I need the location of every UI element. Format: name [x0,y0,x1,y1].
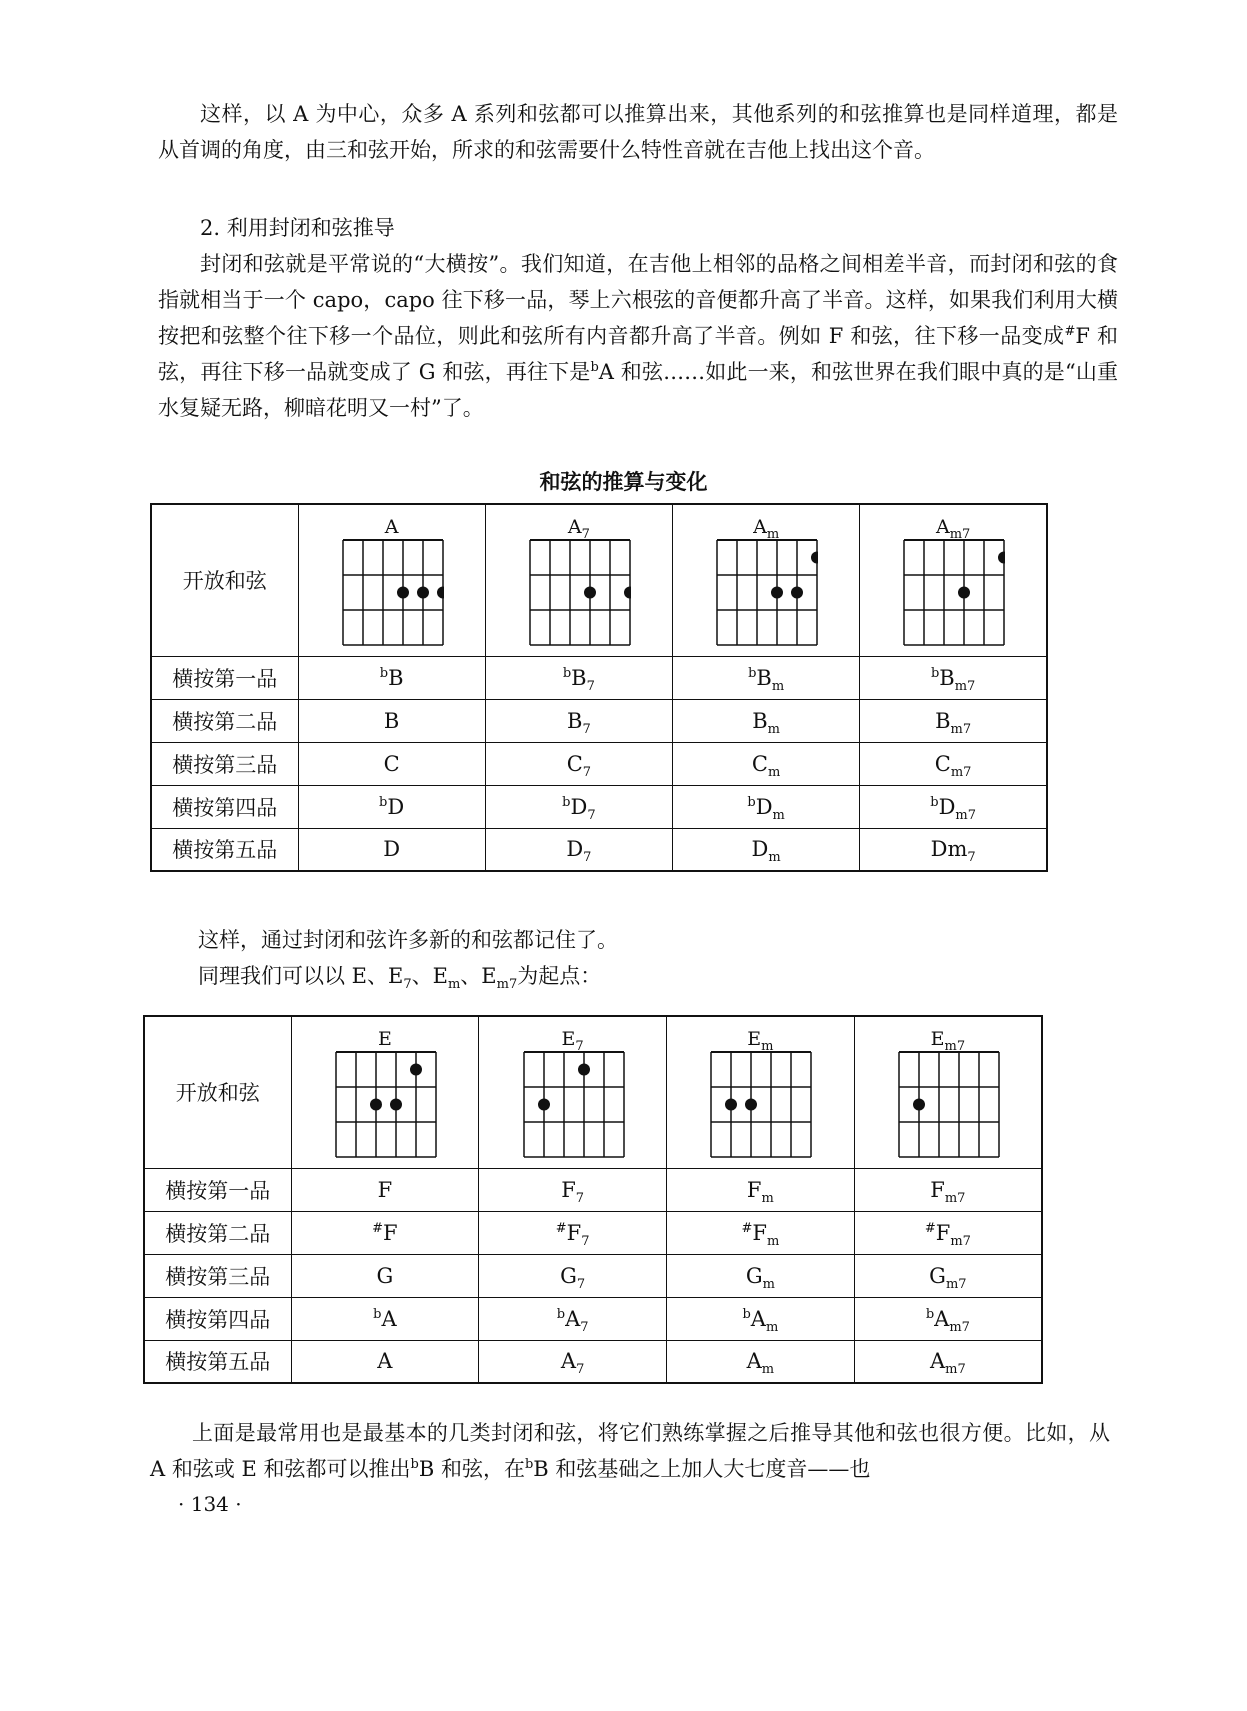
finger-dot [437,587,444,599]
chord-root: F [383,1220,398,1245]
chord-diagram [513,1027,633,1157]
paragraph-summary: 这样，通过封闭和弦许多新的和弦都记住了。 [198,928,618,952]
chord-root: F [566,1220,582,1245]
flat-sign: b [524,1457,534,1472]
chord-cell [673,828,860,871]
table-row [144,1168,1042,1211]
chord-root: A [381,1306,397,1331]
fretboard-grid [529,539,631,646]
chord-cell [291,1340,479,1383]
sharp-sign: # [741,1220,753,1236]
chord-root: B [752,708,768,733]
chord-quality: m7 [949,527,971,543]
chord-root: D [387,794,405,819]
chord-name [383,837,400,861]
sharp-sign: # [372,1220,384,1236]
sharp-sign: # [1064,324,1076,339]
chord-root: A [746,1349,762,1374]
chord-root: A [384,516,399,539]
chord-name [930,794,977,823]
chord-quality: m [761,1362,775,1378]
sharp-sign: # [924,1220,936,1236]
chord-cell [479,1340,667,1383]
chord-root: D [751,837,769,862]
chord-cell [673,785,860,828]
chord-cell [485,785,672,828]
finger-dot [578,1064,590,1076]
chord-cell [673,699,860,742]
chord-name [745,1263,775,1292]
chord-diagram [332,515,452,645]
row-label: 横按第五品 [144,1340,291,1383]
chord-root: F [930,1177,945,1202]
chord-name [384,709,399,733]
chord-name [378,1178,393,1202]
chord-root: D [570,794,588,819]
chord-cell [298,785,485,828]
finger-dot [417,587,429,599]
chord-root: B [939,665,955,690]
flat-sign: b [379,794,388,810]
chord-diagram-name [325,1027,445,1051]
chord-name [373,1307,397,1331]
finger-dot [370,1099,382,1111]
row-label: 开放和弦 [144,1016,291,1168]
chord-cell [667,1297,855,1340]
row-label: 横按第一品 [144,1168,291,1211]
finger-dot [771,587,783,599]
text-segment: 为起点： [517,964,602,988]
chord-quality: m7 [955,807,977,823]
flat-sign: b [930,665,940,681]
row-label: 横按第四品 [151,785,298,828]
text-segment: 封闭和弦就是平常说的“大横按”。我们知道，在吉他上相邻的品格之间相差半音，而封闭和弦的食指就相当于一个 capo，capo 往下移一品，琴上六根弦的音便都升高了半音。这样，如果我们利用大横按把和弦整个往下移一个品位，则此和弦所有内音都升高了半音。例如 F 和弦，往下移一品变成 [158,252,1118,348]
chord-quality: 7 [575,1039,584,1055]
chord-name [741,1220,780,1249]
chord-cell [667,1168,855,1211]
chord-cell [860,656,1047,699]
flat-sign: b [590,360,599,375]
chord-name [556,1306,589,1335]
chord-name [372,1221,397,1245]
chord-name [930,1177,966,1206]
chord-cell [479,1297,667,1340]
chord-root: E [930,1028,945,1051]
chord-quality: m [761,1190,774,1206]
chord-quality: 7 [576,1362,585,1378]
chord-root: B [383,708,400,733]
fretboard-grid [342,539,444,646]
flat-sign: b [562,665,572,681]
chord-quality: 7 [576,1276,586,1292]
chord-cell [673,656,860,699]
chord-cell [854,1211,1042,1254]
chord-cell [479,1254,667,1297]
chord-root: F [752,1220,767,1245]
chord-name [925,1306,970,1335]
chord-cell [860,699,1047,742]
chord-root: A [753,516,767,539]
flat-sign: b [562,794,571,810]
paragraph-conclusion [150,1415,1110,1487]
chord-cell [298,656,485,699]
finger-dot [791,587,803,599]
chord-name [929,1263,967,1292]
chord-name [752,708,780,737]
chord-quality: m [765,1319,779,1335]
row-label: 横按第二品 [144,1211,291,1254]
chord-root: C [383,751,400,776]
flat-sign: b [410,1457,419,1472]
chord-quality: 7 [583,850,592,866]
chord-cell [854,1340,1042,1383]
chord-diagram [893,515,1013,645]
text-segment: A 和弦……如此一来，和弦世界在我们眼中真的是“山重水复疑无路，柳暗花明又一村”了。 [158,360,1118,420]
row-label: 横按第一品 [151,656,298,699]
finger-dot [725,1099,737,1111]
chord-quality: 7 [586,678,595,694]
row-label: 横按第三品 [144,1254,291,1297]
table-row [144,1297,1042,1340]
chord-name [380,666,404,690]
fretboard-grid [716,539,818,646]
finger-dot [811,552,818,564]
chord-root: A [935,516,950,539]
chord-cell [298,828,485,871]
table-caption: 和弦的推算与变化 [539,470,708,494]
text-segment: 、E [411,964,448,988]
chord-cell [860,785,1047,828]
chord-cell [485,656,672,699]
table-row [144,1211,1042,1254]
chord-root: C [934,751,951,776]
chord-root: D [566,837,584,862]
chord-name [562,665,595,694]
chord-diagram [706,515,826,645]
diagram-cell [298,504,485,656]
chord-name [562,794,596,823]
chord-root: B [756,665,772,690]
flat-sign: b [379,665,389,681]
chord-cell [673,742,860,785]
row-label: 横按第三品 [151,742,298,785]
table-row [144,1254,1042,1297]
finger-dot [913,1099,925,1111]
chord-root: D [938,794,956,819]
chord-cell [291,1254,479,1297]
text-segment: 、E [460,964,497,988]
chord-cell [667,1211,855,1254]
chord-name [748,665,785,694]
chord-cell [479,1168,667,1211]
chord-root: A [934,1306,950,1331]
chord-cell [667,1254,855,1297]
sharp-sign: # [555,1220,567,1236]
chord-cell [298,742,485,785]
chord-name [566,751,592,780]
chord-root: A [377,1349,393,1374]
fretboard-grid [335,1051,437,1158]
finger-dot [998,552,1005,564]
chord-name [747,794,785,823]
finger-dot [410,1064,422,1076]
diagram-cell [479,1016,667,1168]
table-row [151,742,1047,785]
subscript: 7 [403,977,412,993]
chord-root: B [571,665,587,690]
chord-root: A [567,516,582,539]
chord-name [746,1177,774,1206]
chord-root: D [755,794,773,819]
chord-cell [485,699,672,742]
chord-diagram [519,515,639,645]
chord-name [561,1177,585,1206]
chord-cell [860,828,1047,871]
chord-name [560,1349,585,1378]
fretboard-grid [898,1051,1000,1158]
chord-quality: m [767,721,780,737]
row-label: 横按第四品 [144,1297,291,1340]
chord-root: F [746,1177,762,1202]
finger-dot [584,587,596,599]
chord-cell [291,1168,479,1211]
chord-root: C [751,751,768,776]
flat-sign: b [556,1306,566,1322]
chord-root: E [747,1028,762,1051]
chord-quality: m7 [949,1319,970,1335]
chord-root: F [561,1177,576,1202]
fretboard-grid [523,1051,625,1158]
chord-cell [291,1297,479,1340]
chord-name [742,1306,779,1335]
chord-name [746,1349,775,1378]
chord-root: B [935,708,951,733]
row-label: 横按第五品 [151,828,298,871]
chord-table-a-series [150,503,1048,872]
chord-name [555,1220,590,1249]
text-segment: 同理我们可以以 E、E [198,964,404,988]
diagram-cell [291,1016,479,1168]
row-label: 开放和弦 [151,504,298,656]
chord-quality: m7 [945,1362,966,1378]
flat-sign: b [925,1306,935,1322]
chord-quality: m7 [954,678,976,694]
chord-quality: m7 [945,1276,967,1292]
chord-root: G [560,1263,577,1288]
finger-dot [538,1099,550,1111]
chord-cell [479,1211,667,1254]
paragraph-barre-explanation [158,246,1118,426]
paragraph-intro: 这样，以 A 为中心，众多 A 系列和弦都可以推算出来，其他系列的和弦推算也是同样道理，都是从首调的角度，由三和弦开始，所求的和弦需要什么特性音就在吉他上找出这个音。 [158,102,1118,162]
chord-root: F [935,1220,951,1245]
diagram-cell [485,504,672,656]
chord-cell [854,1168,1042,1211]
finger-dot [745,1099,757,1111]
chord-name [751,837,781,866]
chord-quality: m [768,850,781,866]
diagram-cell [854,1016,1042,1168]
chord-quality: 7 [580,1319,589,1335]
text-segment: 上面是最常用也是最基本的几类封闭和弦，将它们熟练掌握之后推导其他和弦也很方便。比如，从 A 和弦或 E 和弦都可以推出 [150,1421,1110,1481]
chord-diagram [888,1027,1008,1157]
chord-quality: 7 [582,721,591,737]
chord-diagram-name [332,515,452,539]
chord-cell [485,742,672,785]
chord-quality: m7 [950,1233,971,1249]
chord-name [751,751,781,780]
chord-root: G [376,1263,394,1288]
chord-root: B [567,708,583,733]
chord-root: A [565,1306,581,1331]
chord-name [935,708,972,737]
chord-quality: 7 [581,527,590,543]
subscript: m7 [496,977,518,993]
chord-cell [854,1254,1042,1297]
chord-diagram [700,1027,820,1157]
table-row [151,656,1047,699]
chord-quality: m [761,1039,774,1055]
subscript: m [447,977,461,993]
chord-root: Dm [930,837,968,862]
flat-sign: b [373,1306,382,1322]
page-number: · 134 · [178,1492,242,1516]
chord-name [379,795,404,819]
flat-sign: b [930,794,939,810]
chord-quality: m [766,527,780,543]
chord-cell [854,1297,1042,1340]
table-row [151,785,1047,828]
fretboard-grid [710,1051,812,1158]
chord-cell [291,1211,479,1254]
text-segment: F 和弦，再往下移一品就变成了 G 和弦，再往下是 [158,324,1118,384]
chord-name [929,1349,966,1378]
chord-name [376,1264,393,1288]
chord-root: D [383,837,401,862]
chord-cell [860,742,1047,785]
chord-root: C [566,751,583,776]
finger-dot [397,587,409,599]
chord-quality: m7 [944,1039,966,1055]
chord-quality: 7 [581,1233,590,1249]
chord-quality: m7 [950,764,972,780]
chord-quality: 7 [582,764,592,780]
chord-root: A [560,1349,577,1374]
table-row [144,1340,1042,1383]
text-segment: B 和弦，在 [418,1457,525,1481]
chord-quality: m7 [950,721,972,737]
text-segment: B 和弦基础之上加人大七度音——也 [533,1457,871,1481]
chord-root: B [388,665,404,690]
chord-quality: m7 [944,1190,966,1206]
finger-dot [958,587,970,599]
chord-root: E [561,1028,576,1051]
chord-quality: 7 [587,807,596,823]
chord-table-e-series [143,1015,1043,1384]
finger-dot [624,587,631,599]
chord-root: F [377,1177,393,1202]
chord-quality: 7 [967,850,976,866]
table-row [151,828,1047,871]
chord-root: A [929,1349,946,1374]
open-chord-row [144,1016,1042,1168]
paragraph-e-series-intro [198,958,1098,994]
flat-sign: b [742,1306,751,1322]
chord-diagram [325,1027,445,1157]
diagram-cell [673,504,860,656]
chord-name [566,837,592,866]
chord-name [930,837,976,866]
table-row [151,699,1047,742]
chord-quality: m [766,1233,780,1249]
chord-quality: 7 [575,1190,585,1206]
chord-name [377,1349,392,1373]
row-label: 横按第二品 [151,699,298,742]
chord-name [924,1220,971,1249]
chord-cell [298,699,485,742]
chord-name [384,752,400,776]
diagram-cell [860,504,1047,656]
chord-cell [485,828,672,871]
chord-name [567,708,591,737]
chord-root: G [745,1263,763,1288]
finger-dot [390,1099,402,1111]
flat-sign: b [747,794,756,810]
fretboard-grid [903,539,1005,646]
chord-root: G [929,1263,946,1288]
chord-quality: m [771,678,785,694]
chord-quality: m [772,807,785,823]
open-chord-row [151,504,1047,656]
diagram-cell [667,1016,855,1168]
chord-name [934,751,972,780]
chord-quality: m [762,1276,775,1292]
chord-root: E [377,1028,392,1051]
chord-cell [667,1340,855,1383]
section-heading: 2. 利用封闭和弦推导 [200,216,395,240]
flat-sign: b [748,665,757,681]
chord-name [930,665,976,694]
chord-quality: m [768,764,781,780]
chord-root: A [750,1306,766,1331]
chord-name [560,1263,586,1292]
